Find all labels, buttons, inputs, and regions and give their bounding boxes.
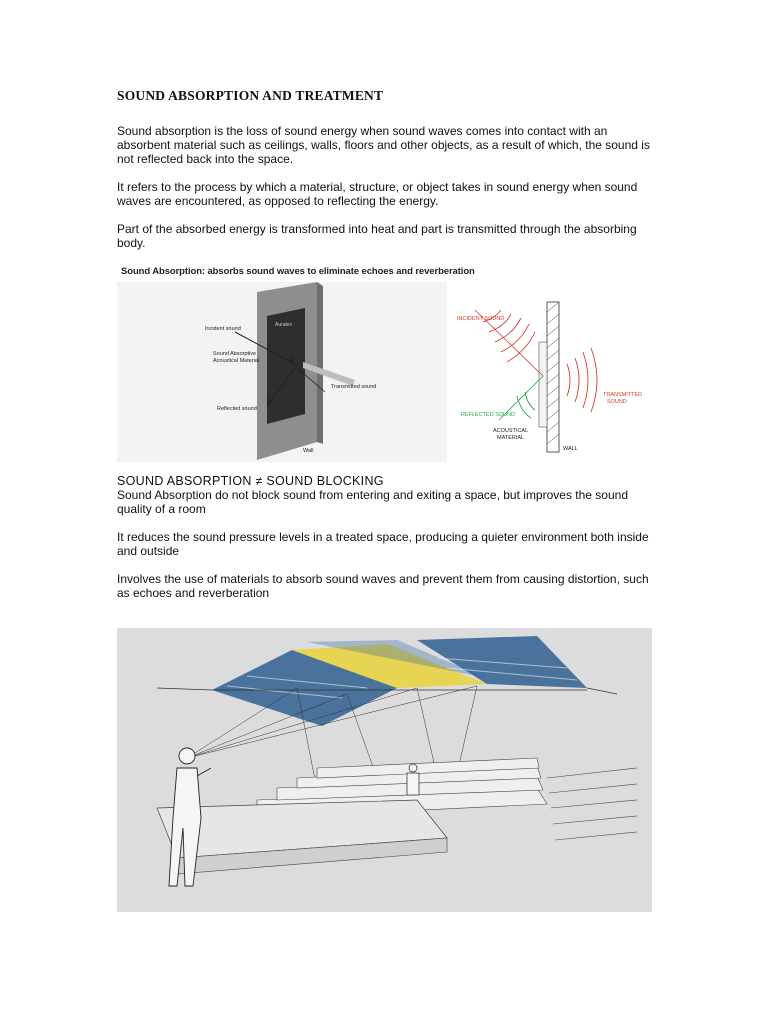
panel-brand-label: Auralex	[275, 322, 292, 328]
paragraph-materials: Involves the use of materials to absorb sound waves and prevent them from causing distortion, such as echoes and reverberation	[117, 572, 649, 600]
label-wall: Wall	[303, 448, 314, 454]
paragraph-pressure: It reduces the sound pressure levels in a treated space, producing a quieter environment both inside and outside	[117, 530, 649, 558]
label-reflected-sound: Reflected sound	[217, 406, 257, 412]
label-transmitted-sound-right: SOUND	[607, 399, 627, 405]
figure-caption: Sound Absorption: absorbs sound waves to eliminate echoes and reverberation	[121, 266, 475, 277]
paragraph-blocking: Sound Absorption do not block sound from entering and exiting a space, but improves the sound quality of a room	[117, 488, 628, 516]
paragraph-energy: Part of the absorbed energy is transformed into heat and part is transmitted through the absorbing body.	[117, 222, 637, 250]
label-acoustical-material: Acoustical Material	[213, 358, 260, 364]
label-transmitted-sound: Transmitted sound	[331, 384, 377, 390]
listener-figure	[407, 764, 419, 795]
label-reflected-sound-right: REFLECTED SOUND	[461, 412, 516, 418]
section-heading: SOUND ABSORPTION ≠ SOUND BLOCKING	[117, 474, 384, 488]
label-incident-sound: Incident sound	[205, 326, 241, 332]
page-title: SOUND ABSORPTION AND TREATMENT	[117, 88, 384, 103]
label-incident-sound-right: INCIDENT SOUND	[457, 316, 505, 322]
reflected-waves	[517, 392, 535, 418]
label-sound-absorptive: Sound Absorptive	[213, 351, 257, 357]
paragraph-process: It refers to the process by which a material, structure, or object takes in sound energy when sound waves are encountered, as opposed to reflecting the energy.	[117, 180, 638, 208]
label-wall-right: WALL	[563, 446, 578, 452]
auditorium-sketch	[117, 628, 652, 912]
acoustical-strip	[539, 342, 547, 427]
auditorium-illustration	[117, 628, 652, 912]
absorption-diagram-figure	[117, 262, 652, 462]
label-transmitted: TRANSMITTED	[603, 392, 643, 398]
label-acoustical: ACOUSTICAL	[493, 428, 529, 434]
wall-material-diagram	[117, 282, 447, 462]
transmitted-waves	[567, 348, 597, 412]
hatched-wall	[547, 302, 559, 452]
label-material: MATERIAL	[497, 435, 525, 441]
wall-edge	[317, 282, 323, 444]
paragraph-definition: Sound absorption is the loss of sound energy when sound waves comes into contact with an absorbent material such as ceilings, walls, floors and other objects, as a result of which, the sound is not reflected back into the space.	[117, 124, 650, 166]
side-stairs	[547, 768, 637, 840]
sound-wave-diagram	[455, 292, 652, 462]
